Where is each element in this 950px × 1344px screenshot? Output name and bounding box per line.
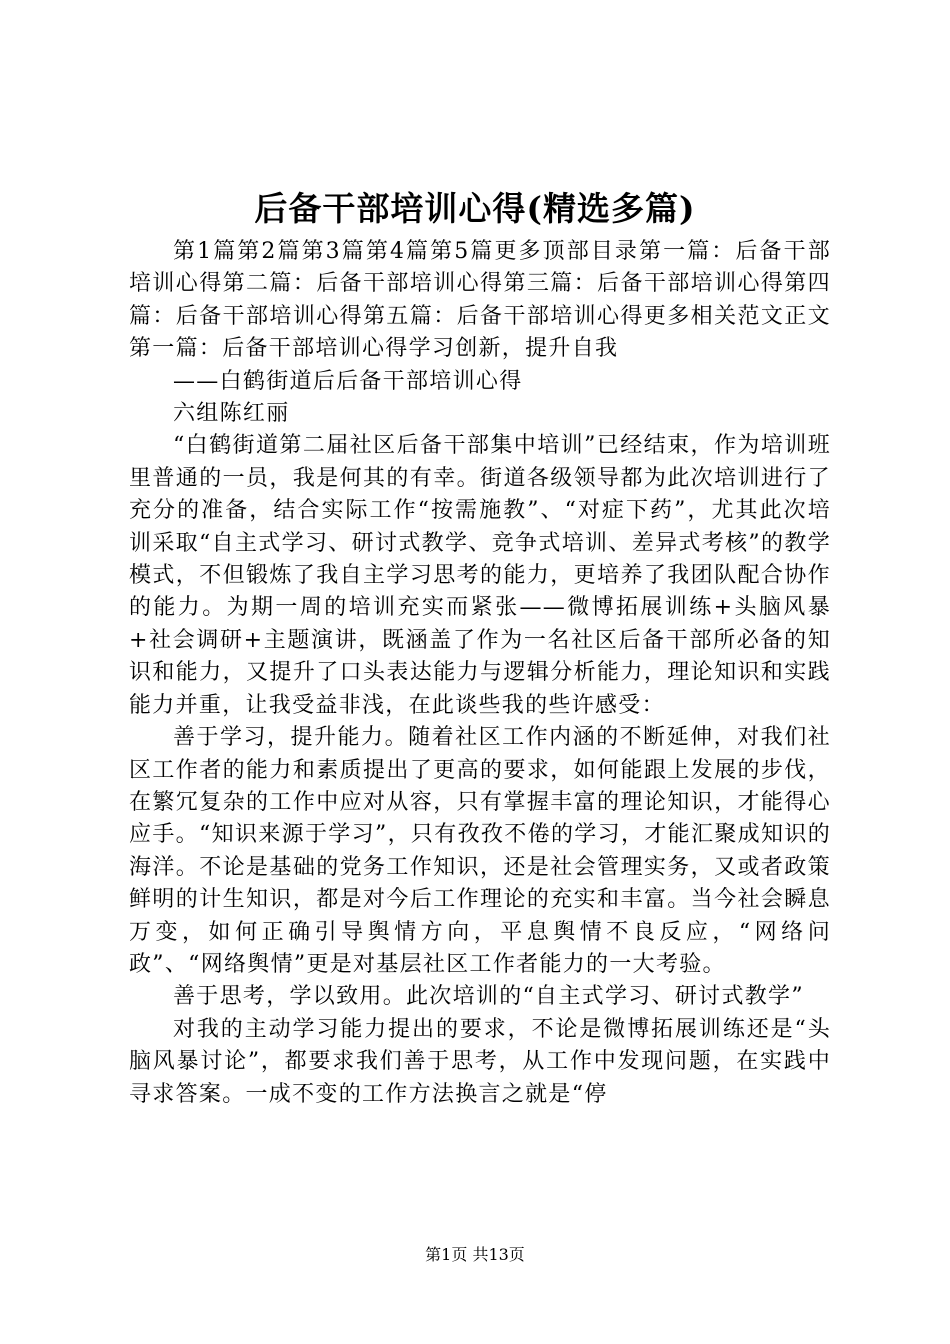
paragraph-author: 六组陈红丽 [173, 401, 290, 427]
paragraph-toc: 第1篇第2篇第3篇第4篇第5篇更多顶部目录第一篇：后备干部培训心得第二篇：后备干部培训心得第三篇：后备干部培训心得第四篇：后备干部培训心得第五篇：后备干部培训心得更多相关范文正文第一篇：后备干部培训心得学习创新，提升自我 [129, 239, 831, 362]
paragraph-learning: 善于学习，提升能力。随着社区工作内涵的不断延伸，对我们社区工作者的能力和素质提出了更高的要求，如何能跟上发展的步伐，在繁冗复杂的工作中应对从容，只有掌握丰富的理论知识，才能得心应手。“知识来源于学习”，只有孜孜不倦的学习，才能汇聚成知识的海洋。不论是基础的党务工作知识，还是社会管理实务，又或者政策鲜明的计生知识，都是对今后工作理论的充实和丰富。当今社会瞬息万变，如何正确引导舆情方向，平息舆情不良反应，“网络问政”、“网络舆情”更是对基层社区工作者能力的一大考验。 [129, 725, 831, 977]
paragraph-thinking-body: 对我的主动学习能力提出的要求，不论是微博拓展训练还是“头脑风暴讨论”，都要求我们善于思考，从工作中发现问题，在实践中寻求答案。一成不变的工作方法换言之就是“停 [129, 1016, 831, 1107]
paragraph-subtitle: ——白鹤街道后后备干部培训心得 [173, 368, 523, 394]
document-body [129, 236, 831, 1111]
document-title: 后备干部培训心得(精选多篇) [254, 189, 696, 228]
page-footer: 第1页 共13页 [425, 1245, 525, 1264]
paragraph-thinking-heading: 善于思考，学以致用。此次培训的“自主式学习、研讨式教学” [173, 984, 804, 1010]
paragraph-intro: “白鹤街道第二届社区后备干部集中培训”已经结束，作为培训班里普通的一员，我是何其的有幸。街道各级领导都为此次培训进行了充分的准备，结合实际工作“按需施教”、“对症下药”，尤其此次培训采取“自主式学习、研讨式教学、竞争式培训、差异式考核”的教学模式，不但锻炼了我自主学习思考的能力，更培养了我团队配合协作的能力。为期一周的培训充实而紧张——微博拓展训练+头脑风暴+社会调研+主题演讲，既涵盖了作为一名社区后备干部所必备的知识和能力，又提升了口头表达能力与逻辑分析能力，理论知识和实践能力并重，让我受益非浅，在此谈些我的些许感受： [129, 433, 831, 718]
